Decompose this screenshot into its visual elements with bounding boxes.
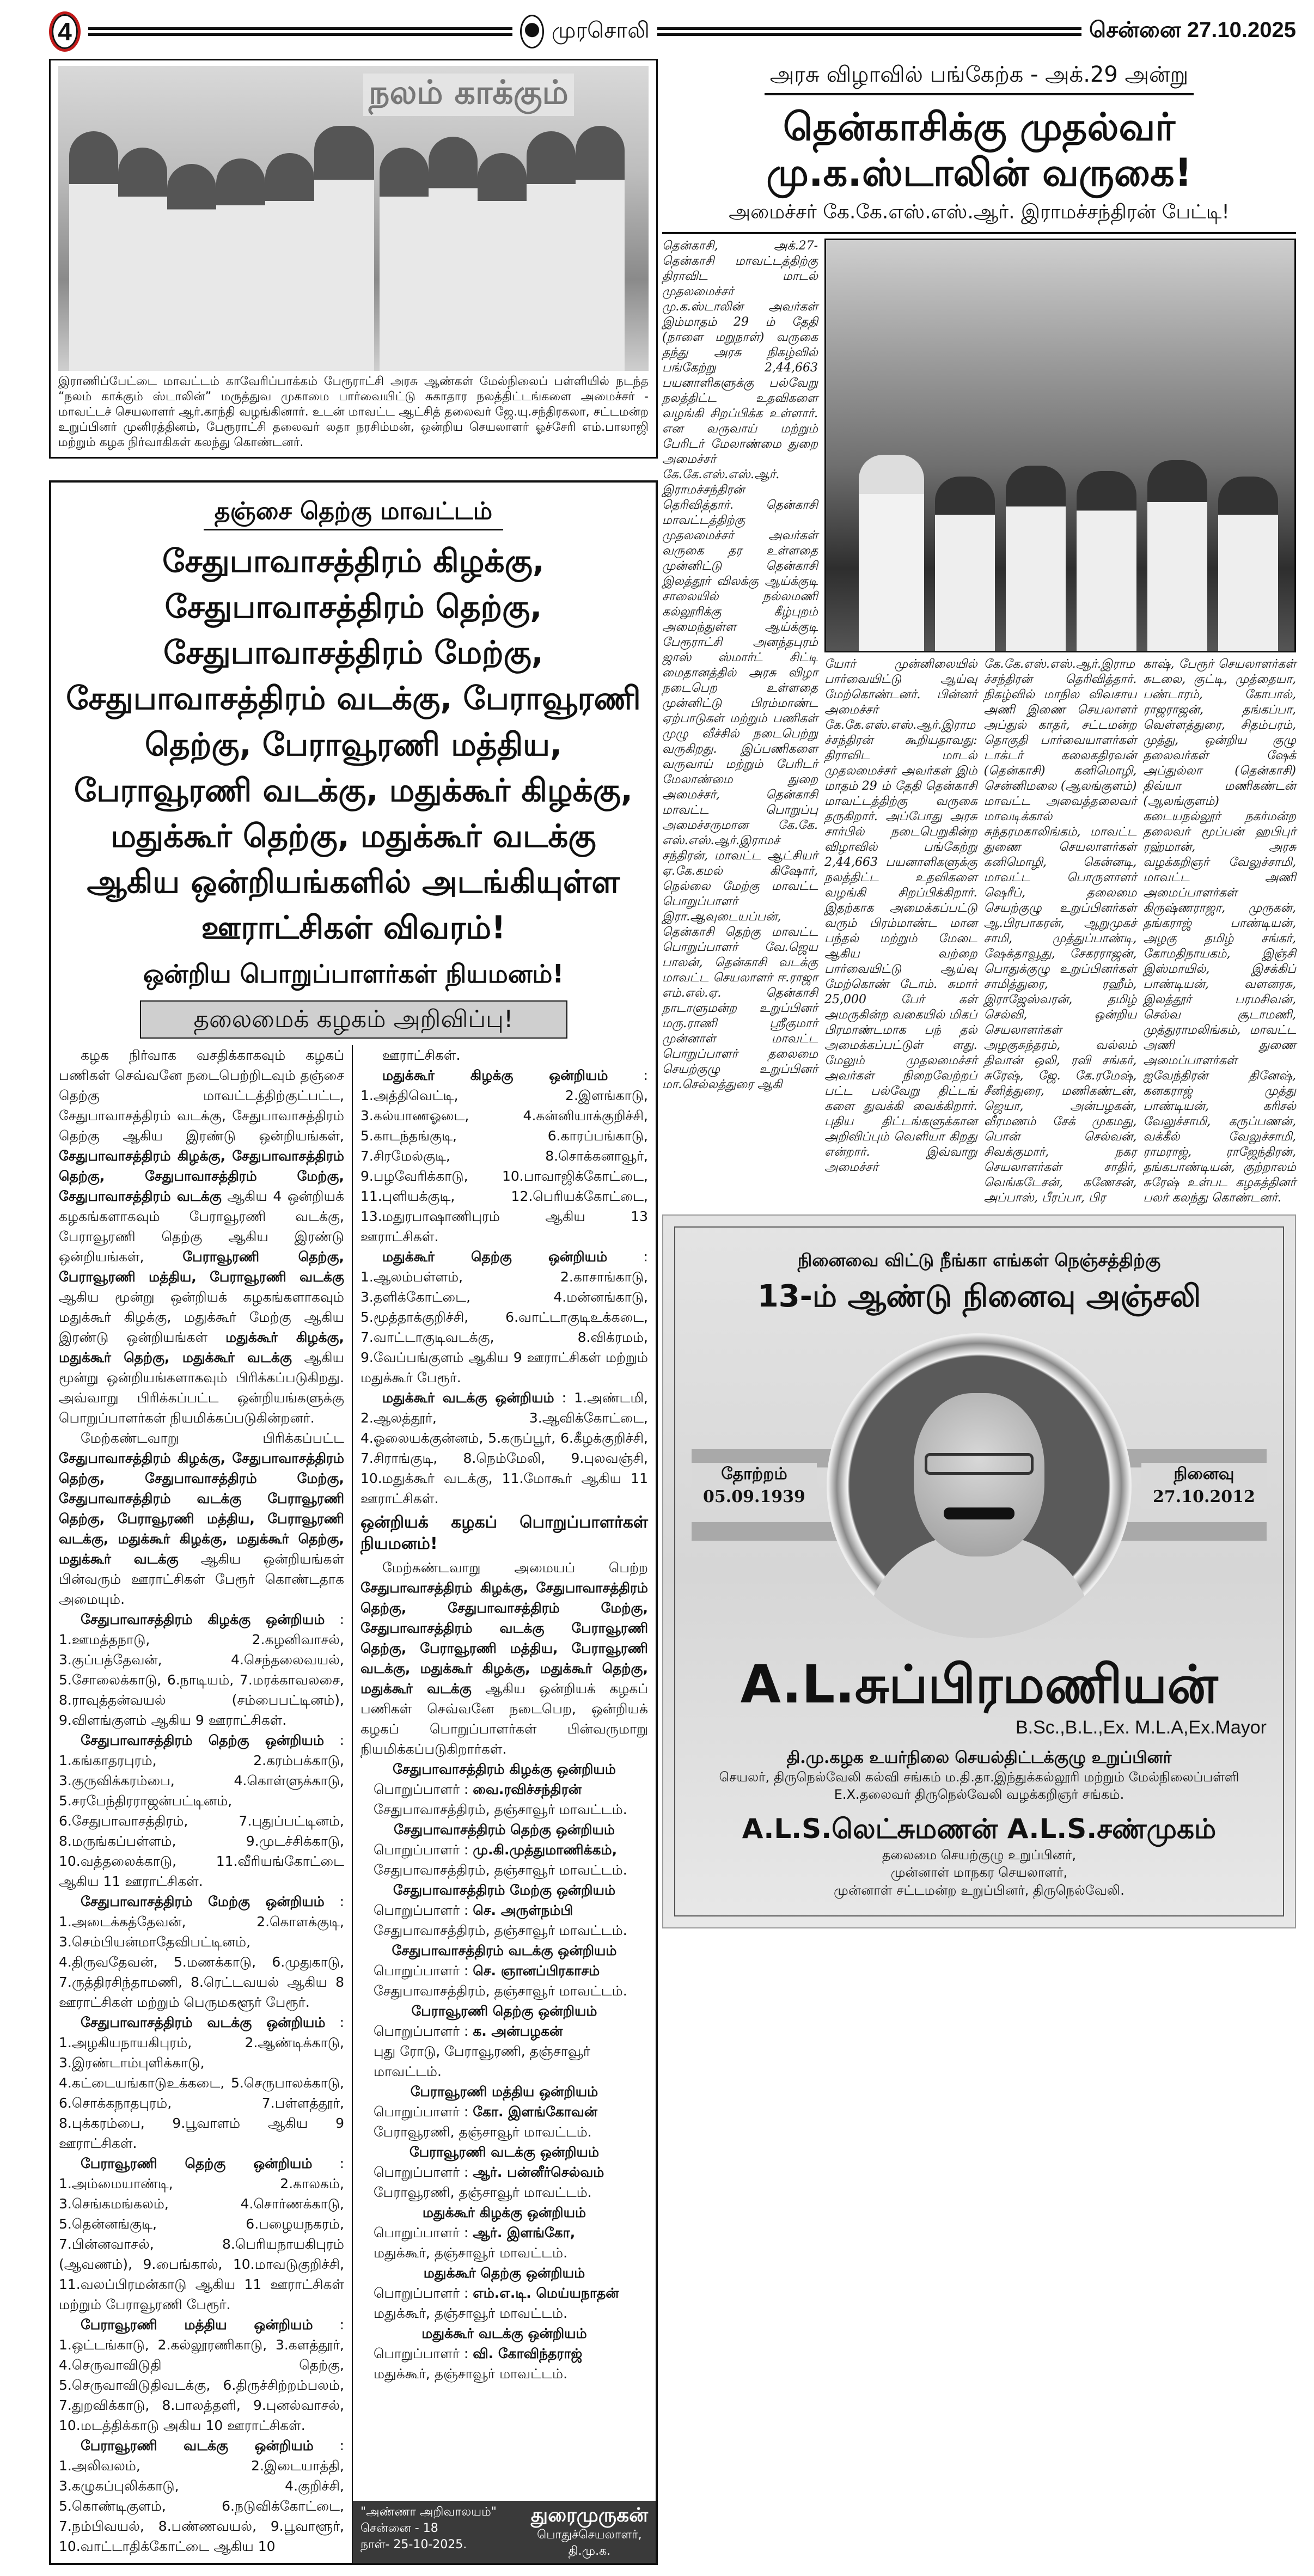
section-heading: ஒன்றியக் கழகப் பொறுப்பாளர்கள் நியமனம்!: [360, 1512, 648, 1553]
appointee-name: வி. கோவிந்தராஜ்: [473, 2345, 583, 2361]
paragraph-text: : 1.ஆலம்பள்ளம், 2.காசாங்காடு, 3.தளிக்கோட்டை, 4.மன்னங்காடு, 5.மூத்தாக்குறிச்சி, 6.வாட்டாகுடிஉக்கடை, 7.வாட்டாகுடிவடக்கு, 8.விக்ரமம், 9.வேப்பங்குளம் ஆகிய 9 ஊராட்சிகள் மற்றும் மதுக்கூர் பேரூர்.: [360, 1248, 648, 1385]
paragraph-text: : 1.அலிவலம், 2.இடையாத்தி, 3.கழுகப்புலிக்காடு, 4.குறிச்சி, 5.கொண்டிகுளம், 6.நடுவிக்கோட்டை, 7.நம்பிவயல், 8.பண்ணவயல், 9.பூவாளூர், 10.வாட்டாதிக்கோட்டை ஆகிய 10: [59, 2437, 344, 2554]
death-date: 27.10.2012: [1153, 1487, 1255, 1507]
union-name: மதுக்கூர் கிழக்கு, மதுக்கூர் தெற்கு, மதுக்கூர் வடக்கு: [59, 1329, 344, 1365]
paragraph: [59, 1891, 344, 2012]
article-column: காஷ், பேரூர் செயலாளர்கள் சுடலை, குட்டி, முத்தையா, பண்டாரம், கோபால், ராஜராஜன், தங்கப்பா, வெள்ளத்துரை, சிதம்பரம், முத்து, ஒன்றிய குழு தலைவர்கள் ஷேக் அப்துல்லா (தென்காசி) திவ்யா மணிகண்டன் (ஆலங்குளம்) கடையநல்லூர் நகர்மன்ற தலைவர் மூப்பன் ஹபிபுர் ரஹ்மான், அரசு வழக்கறிஞர் வேலுச்சாமி, மாவட்ட அணி அமைப்பாளர்கள் கிருஷ்ணராஜா, முருகன், தங்கராஜ் பாண்டியன், அழகு தமிழ் சங்கர், கோமதிநாயகம், இஞ்சி இஸ்மாயில், இசக்கிப் பாண்டியன், வளனரசு, இலத்தூர் பரமசிவன், செல்வ சூடாமணி, முத்துராமலிங்கம், மாவட்ட அணி துணை அமைப்பாளர்கள் ஐவேந்திரன் தினேஷ், கனகராஜ் முத்து பாண்டியன், கரிசல் வேலுச்சாமி, கருப்பணன், வக்கீல் வேலுச்சாமி, ராமராஜ், ராஜேந்திரன், தங்கபாண்டியன், குற்றாலம் சுரேஷ் உள்பட கழகத்தினர் பலர் கலந்து கொண்டனர்.: [1143, 657, 1297, 1205]
office-city: சென்னை - 18: [360, 2521, 438, 2535]
appointment-union: மதுக்கூர் வடக்கு ஒன்றியம்: [421, 2325, 587, 2341]
union-name: சேதுபாவாசத்திரம் கிழக்கு ஒன்றியம்: [81, 1611, 325, 1627]
paragraph-text: : 1.அத்திவெட்டி, 2.இளங்காடு, 3.கல்யாணஓடை, 4.கன்னியாக்குறிச்சி, 5.காடந்தங்குடி, 6.காரப்பங்காடு, 7.சிரமேல்குடி, 8.சொக்கனாவூர், 9.பழவேரிக்காடு, 10.பாவாஜிக்கோட்டை, 11.புளியக்குடி, 12.பெரியக்கோட்டை, 13.மதுரபாஷாணிபுரம் ஆகிய 13 ஊராட்சிகள்.: [360, 1067, 648, 1244]
signatory-title: பொதுச்செயலாளர்,: [537, 2528, 642, 2542]
paragraph: [59, 2435, 344, 2556]
appointee-name: வை.ரவிச்சந்திரன்: [473, 1781, 582, 1797]
appointee-label: பொறுப்பாளர் :: [374, 2164, 473, 2180]
portrait-row: [692, 1333, 1267, 1638]
paragraph: [59, 1730, 344, 1891]
appointee-name: க. அன்பழகன்: [473, 2023, 563, 2039]
page-number: 4: [49, 11, 81, 52]
appointee: [360, 1779, 648, 1799]
memorial-advertisement: [662, 1214, 1296, 1928]
union-name: சேதுபாவாசத்திரம் தெற்கு ஒன்றியம்: [81, 1732, 325, 1748]
article-column: கே.கே.எஸ்.எஸ்.ஆர்.இராமச்சந்திரன் தெரிவித்தார். நிகழ்வில் மாநில விவசாய அணி இணை செயலாளர் அப்துல் காதர், சட்டமன்ற தொகுதி பார்வையாளர்கள் டாக்டர் கலைகதிரவன் (தென்காசி) கனிமொழி, சென்னிமலை (ஆலங்குளம்) மாவட்ட அவைத்தலைவர் மாவடிக்கால் சுந்தரமகாலிங்கம், மாவட்ட துணை செயலாளர்கள் கனிமொழி, கென்னடி, மாவட்ட பொருளாளர் ஷெரீப், தலைமை செயற்குழு உறுப்பினர்கள் ஆ.பிரபாகரன், ஆறுமுகச் சாமி, முத்துப்பாண்டி, ஷேக்தாவூது, சேகரராஜன், பொதுக்குழு உறுப்பினர்கள் சாமித்துரை, ரஹீம், இராஜேஸ்வரன், தமிழ் செல்வி, ஒன்றிய செயலாளர்கள் அழகுசுந்தரம், வல்லம் திவான் ஒலி, ரவி சங்கர், சுரேஷ், ஜே. கே.ரமேஷ், சீனித்துரை, மணிகண்டன், ஜெயா, அன்பழகன், வீரமணம் சேக் முகமது, பொன் செல்வன், சிவக்குமார், நகர செயலாளர்கள் சாதிர், வெங்கடேசன், கணேசன், அப்பாஸ், பீரப்பா, பிர: [983, 657, 1137, 1205]
appointee: [360, 2162, 648, 2182]
appointment-union: சேதுபாவாசத்திரம் மேற்கு ஒன்றியம்: [393, 1882, 616, 1898]
paragraph: [59, 1045, 344, 1428]
appointee-place: சேதுபாவாசத்திரம், தஞ்சாவூர் மாவட்டம்.: [374, 1861, 627, 1878]
notice-subtitle: ஒன்றிய பொறுப்பாளர்கள் நியமனம்!: [143, 959, 564, 989]
appointment-union: பேராவூரணி மத்திய ஒன்றியம்: [410, 2083, 598, 2099]
appointment-union: பேராவூரணி வடக்கு ஒன்றியம்: [409, 2144, 600, 2160]
paragraph: [360, 1045, 648, 1065]
union-name: சேதுபாவாசத்திரம் கிழக்கு, சேதுபாவாசத்திரம் தெற்கு, சேதுபாவாசத்திரம் மேற்கு, சேதுபாவாசத்திரம் வடக்கு: [59, 1147, 344, 1204]
union-name: மதுக்கூர் வடக்கு ஒன்றியம்: [382, 1389, 554, 1406]
paragraph-text: : 1.அடைக்கத்தேவன், 2.கொளக்குடி, 3.செம்பியன்மாதேவிபட்டினம், 4.திருவதேவன், 5.மணக்காடு, 6.முதுகாடு, 7.ருத்திரசிந்தாமணி, 8.ரெட்டவயல் ஆகிய 8 ஊராட்சிகள் மற்றும் பெருமகளூர் பேரூர்.: [59, 1893, 344, 2010]
appointee-label: பொறுப்பாளர் :: [374, 1962, 473, 1979]
appointee-place: சேதுபாவாசத்திரம், தஞ்சாவூர் மாவட்டம்.: [374, 1982, 627, 1999]
appointee-place: மதுக்கூர், தஞ்சாவூர் மாவட்டம்.: [374, 2305, 568, 2321]
union-name: பேராவூரணி மத்திய ஒன்றியம்: [81, 2316, 313, 2333]
paragraph-text: : 1.அழகியநாயகிபுரம், 2.ஆண்டிக்காடு, 3.இரண்டாம்புளிக்காடு, 4.கட்டையங்காடுஉக்கடை, 5.செருபாலக்காடு, 6.சொக்கநாதபுரம், 7.பள்ளத்தூர், 8.புக்கரம்பை, 9.பூவாளம் ஆகிய 9 ஊராட்சிகள்.: [59, 2014, 344, 2151]
appointee-place: சேதுபாவாசத்திரம், தஞ்சாவூர் மாவட்டம்.: [374, 1801, 627, 1817]
article-subhead: அமைச்சர் கே.கே.எஸ்.எஸ்.ஆர். இராமச்சந்திரன் பேட்டி!: [729, 201, 1230, 223]
union-name: சேதுபாவாசத்திரம் வடக்கு ஒன்றியம்: [81, 2014, 326, 2030]
birth-block: [692, 1463, 817, 1509]
paragraph-text: : 1.கங்காதரபுரம், 2.கரம்பக்காடு, 3.குருவிக்கரம்பை, 4.கொள்ளுக்காடு, 5.சரபேந்திரராஜன்பட்டினம், 6.சேதுபாவாசத்திரம், 7.புதுப்பட்டினம், 8.மருங்கப்பள்ளம், 9.முடச்சிக்காடு, 10.வத்தலைக்காடு, 11.வீரியங்கோட்டை ஆகிய 11 ஊராட்சிகள்.: [59, 1732, 344, 1889]
signatory-name: துரைமுருகன்: [530, 2504, 648, 2526]
appointee-name: எம்.எ.டி. மெய்யநாதன்: [473, 2285, 619, 2301]
appointee: [360, 1840, 648, 1860]
birth-date: 05.09.1939: [703, 1487, 805, 1507]
appointee: [360, 1900, 648, 1920]
newspaper-logo-icon: [520, 15, 544, 48]
appointee: [360, 2283, 648, 2303]
paragraph: [59, 2153, 344, 2315]
paragraph-text: : 1.ஊமத்தநாடு, 2.கழனிவாசல், 3.குப்பத்தேவன், 4.செந்தலைவயல், 5.சோலைக்காடு, 6.நாடியம், 7.மரக்காவலசை, 8.ராவுத்தன்வயல் (சம்பைபட்டினம்), 9.விளங்குளம் ஆகிய 9 ஊராட்சிகள்.: [59, 1611, 345, 1728]
union-name: பேராவூரணி தெற்கு ஒன்றியம்: [81, 2155, 313, 2171]
appointee: [360, 2021, 648, 2041]
kicker-text: அரசு விழாவில் பங்கேற்க - அக்.29 அன்று: [765, 62, 1194, 95]
appointee-place: பேராவூரணி, தஞ்சாவூர் மாவட்டம்.: [374, 2123, 592, 2140]
union-name: பேராவூரணி வடக்கு ஒன்றியம்: [81, 2437, 314, 2453]
notice-district: [59, 496, 648, 530]
deceased-post: தி.மு.கழக உயர்நிலை செயல்திட்டக்குழு உறுப்பினர்: [786, 1748, 1172, 1767]
lead-article: [662, 232, 1296, 1206]
appointment-union: சேதுபாவாசத்திரம் கிழக்கு ஒன்றியம்: [393, 1761, 616, 1777]
appointee-label: பொறுப்பாளர் :: [374, 2023, 473, 2039]
paragraph-text: ஆகிய ஒன்றியங்கள் பின்வரும் ஊராட்சிகள் பேரூர் கொண்டதாக அமையும்.: [59, 1551, 344, 1607]
article-kicker: [662, 62, 1296, 95]
union-name: சேதுபாவாசத்திரம் கிழக்கு, சேதுபாவாசத்திரம் தெற்கு, சேதுபாவாசத்திரம் மேற்கு, சேதுபாவாசத்திரம் வடக்கு பேராவூரணி தெற்கு, பேராவூரணி மத்திய, பேராவூரணி வடக்கு, மதுக்கூர் கிழக்கு, மதுக்கூர் தெற்கு, மதுக்கூர் வடக்கு: [360, 1579, 648, 1696]
appointee-name: செ. அருள்நம்பி: [473, 1902, 573, 1918]
photo-caption: இராணிப்பேட்டை மாவட்டம் காவேரிப்பாக்கம் பேரூராட்சி அரசு ஆண்கள் மேல்நிலைப் பள்ளியில் நடந்த “நலம் காக்கும் ஸ்டாலின்” மருத்துவ முகாமை பார்வையிட்டு சுகாதார நலத்திட்டங்களை அமைச்சர் - மாவட்டச் செயலாளர் ஆர்.காந்தி வழங்கினார். உடன் மாவட்ட ஆட்சித் தலைவர் ஜே.யு.சந்திரகலா, சட்டமன்ற உறுப்பினர் முனிரத்தினம், பேரூராட்சி தலைவர் லதா நரசிம்மன், ஒன்றிய செயலாளர் ஓச்சேரி எம்.பாலாஜி மற்றும் கழக நிர்வாகிகள் கலந்து கொண்டனர்.: [58, 375, 649, 449]
appointee-name: ஆர். பன்னீர்செல்வம்: [473, 2164, 604, 2180]
paragraph: [360, 1558, 648, 1759]
death-label: நினைவு: [1174, 1464, 1234, 1484]
notice-column-2: [353, 1045, 648, 2563]
memorial-tagline: நினைவை விட்டு நீங்கா எங்கள் நெஞ்சத்திற்கு: [797, 1249, 1161, 1271]
appointment-union: பேராவூரணி தெற்கு ஒன்றியம்: [411, 2003, 597, 2019]
memorial-title: 13-ம் ஆண்டு நினைவு அஞ்சலி: [757, 1279, 1201, 1315]
appointee-name: செ. ஞானப்பிரகாசம்: [473, 1962, 600, 1979]
family-names: A.L.S.லெட்சுமணன் A.L.S.சண்முகம்: [742, 1813, 1217, 1845]
appointee-place: மதுக்கூர், தஞ்சாவூர் மாவட்டம்.: [374, 2365, 568, 2382]
photo-story: [49, 59, 658, 459]
appointee-label: பொறுப்பாளர் :: [374, 2103, 473, 2120]
notice-label: தலைமைக் கழகம் அறிவிப்பு!: [140, 1000, 567, 1039]
article-headline: தென்காசிக்கு முதல்வர் மு.க.ஸ்டாலின் வருகை!: [766, 105, 1192, 195]
deceased-role: E.X.தலைவர் திருநெல்வேலி வழக்கறிஞர் சங்கம்.: [834, 1786, 1124, 1802]
party-notice: [49, 480, 658, 2565]
appointee: [360, 2223, 648, 2243]
paragraph-text: : 1.அம்மையாண்டி, 2.காலகம், 3.செங்கமங்கலம், 4.சொர்ணக்காடு, 5.தென்னங்குடி, 6.பழையநகரம், 7.பின்னவாசல், 8.பெரியநாயகிபுரம் (ஆவணம்), 9.பைங்கால், 10.மாவடுகுறிச்சி, 11.வலப்பிரமன்காடு ஆகிய 11 ஊராட்சிகள் மற்றும் பேராவூரணி பேரூர்.: [59, 2155, 344, 2312]
appointment-union: மதுக்கூர் தெற்கு ஒன்றியம்: [423, 2264, 585, 2281]
paragraph-text: : 1.ஒட்டங்காடு, 2.கல்லூரணிகாடு, 3.களத்தூர், 4.செருவாவிடுதி தெற்கு, 5.செருவாவிடுதிவடக்கு, 6.திருச்சிற்றம்பலம், 7.துறவிக்காடு, 8.பாலத்தளி, 9.புனல்வாசல், 10.மடத்திக்காடு அகிய 10 ஊராட்சிகள்.: [59, 2316, 344, 2433]
appointee: [360, 2102, 648, 2122]
appointee-label: பொறுப்பாளர் :: [374, 2285, 473, 2301]
photo-banner-text: நலம் காக்கும்: [363, 74, 574, 116]
event-photo: [58, 66, 649, 371]
paragraph-text: ஆகிய மூன்று ஒன்றியக் கழகங்களாகவும் மதுக்கூர் கிழக்கு, மதுக்கூர் மேற்கு ஆகிய இரண்டு ஒன்றியங்கள்: [59, 1289, 344, 1345]
paragraph-text: கழக நிர்வாக வசதிக்காகவும் கழகப் பணிகள் செவ்வனே நடைபெற்றிடவும் தஞ்சை தெற்கு மாவட்டத்திற்குட்பட்ட, சேதுபாவாசத்திரம் வடக்கு, சேதுபாவாசத்திரம் தெற்கு ஆகிய இரண்டு ஒன்றியங்கள்,: [59, 1047, 344, 1144]
appointee-place: பேராவூரணி, தஞ்சாவூர் மாவட்டம்.: [374, 2184, 592, 2200]
union-name: பேராவூரணி தெற்கு, பேராவூரணி மத்திய, பேராவூரணி வடக்கு: [59, 1248, 345, 1285]
appointee-label: பொறுப்பாளர் :: [374, 2224, 473, 2241]
appointee-label: பொறுப்பாளர் :: [374, 2345, 473, 2361]
family-role: தலைமை செயற்குழு உறுப்பினர்,: [882, 1847, 1077, 1863]
paragraph-text: மேற்கண்டவாறு அமையப் பெற்ற: [382, 1559, 648, 1576]
ornamental-frame: [674, 1226, 1284, 1916]
notice-column-1: [59, 1045, 353, 2563]
appointee-place: புது ரோடு, பேராவூரணி, தஞ்சாவூர் மாவட்டம்.: [374, 2043, 590, 2079]
appointee-name: கோ. இளங்கோவன்: [473, 2103, 597, 2120]
union-name: சேதுபாவாசத்திரம் கிழக்கு, சேதுபாவாசத்திரம் தெற்கு, சேதுபாவாசத்திரம் மேற்கு, சேதுபாவாசத்திரம் வடக்கு பேராவூரணி தெற்கு, பேராவூரணி மத்திய, பேராவூரணி வடக்கு, மதுக்கூர் கிழக்கு, மதுக்கூர் தெற்கு, மதுக்கூர் வடக்கு: [59, 1450, 344, 1567]
union-name: மதுக்கூர் கிழக்கு ஒன்றியம்: [382, 1067, 608, 1083]
appointee-place: சேதுபாவாசத்திரம், தஞ்சாவூர் மாவட்டம்.: [374, 1922, 627, 1938]
union-name: சேதுபாவாசத்திரம் மேற்கு ஒன்றியம்: [81, 1893, 325, 1909]
deceased-degrees: B.Sc.,B.L.,Ex. M.L.A,Ex.Mayor: [1015, 1717, 1267, 1738]
notice-title: சேதுபாவாசத்திரம் கிழக்கு, சேதுபாவாசத்திரம் தெற்கு, சேதுபாவாசத்திரம் மேற்கு, சேதுபாவாசத்திரம் வடக்கு, பேராவூரணி தெற்கு, பேராவூரணி மத்திய, பேராவூரணி வடக்கு, மதுக்கூர் கிழக்கு, மதுக்கூர் தெற்கு, மதுக்கூர் வடக்கு ஆகிய ஒன்றியங்களில் அடங்கியுள்ள ஊராட்சிகள் விவரம்!: [66, 542, 641, 946]
header-rule: [88, 27, 512, 36]
office-name: "அண்ணா அறிவாலயம்": [360, 2505, 497, 2519]
death-block: [1141, 1463, 1267, 1509]
appointee-label: பொறுப்பாளர் :: [374, 1902, 473, 1918]
paragraph: [59, 1428, 344, 1609]
district-text: தஞ்சை தெற்கு மாவட்டம்: [204, 496, 503, 530]
paragraph-text: மேற்கண்டவாறு பிரிக்கப்பட்ட: [81, 1430, 344, 1446]
paragraph-text: : 1.அண்டமி, 2.ஆலத்தூர், 3.ஆவிக்கோட்டை, 4.ஓலையக்குன்னம், 5.கருப்பூர், 6.கீழக்குறிச்சி, 7.சிராங்குடி, 8.நெம்மேலி, 9.புலவஞ்சி, 10.மதுக்கூர் வடக்கு, 11.மோகூர் ஆகிய 11 ஊராட்சிகள்.: [360, 1389, 648, 1506]
newspaper-name: முரசொலி: [551, 17, 650, 43]
birth-label: தோற்றம்: [721, 1464, 787, 1484]
appointment-union: சேதுபாவாசத்திரம் தெற்கு ஒன்றியம்: [393, 1821, 615, 1838]
appointee-label: பொறுப்பாளர் :: [374, 1781, 473, 1797]
appointee: [360, 2343, 648, 2364]
signatory-party: தி.மு.க.: [568, 2544, 611, 2558]
paragraph: [360, 1065, 648, 1247]
deceased-name: A.L.சுப்பிரமணியன்: [740, 1654, 1218, 1716]
family-role: முன்னாள் மாநகர செயலாளர்,: [890, 1865, 1068, 1881]
page-header: [49, 9, 1296, 54]
appointee: [360, 1961, 648, 1981]
paragraph-text: ஆகிய 4 ஒன்றியக் கழகங்களாகவும் பேராவூரணி வடக்கு, பேராவூரணி தெற்கு ஆகிய இரண்டு ஒன்றியங்கள்,: [59, 1188, 344, 1265]
appointment-union: சேதுபாவாசத்திரம் வடக்கு ஒன்றியம்: [392, 1942, 617, 1958]
notice-date: நாள்- 25-10-2025.: [360, 2537, 467, 2551]
edition-date: சென்னை 27.10.2025: [1089, 18, 1296, 42]
family-role: முன்னாள் சட்டமன்ற உறுப்பினர், திருநெல்வேலி.: [834, 1882, 1124, 1898]
paragraph: [59, 2315, 344, 2435]
portrait-photo: [827, 1333, 1132, 1638]
paragraph-text: ஆகிய மூன்று ஒன்றியங்களாகவும் பிரிக்கப்படுகிறது. அவ்வாறு பிரிக்கப்பட்ட ஒன்றியங்களுக்கு பொறுப்பாளர்கள் நியமிக்கப்படுகின்றனர்.: [59, 1349, 345, 1426]
appointee-name: ஆர். இளங்கோ,: [473, 2224, 576, 2241]
paragraph: [59, 2012, 344, 2153]
union-name: மதுக்கூர் தெற்கு ஒன்றியம்: [382, 1248, 608, 1265]
article-column: யோர் முன்னிலையில் பார்வையிட்டு ஆய்வு மேற்கொண்டனர். பின்னர் அமைச்சர் கே.கே.எஸ்.எஸ்.ஆர்.இராமச்சந்திரன் கூறியதாவது: திராவிட மாடல் முதலமைச்சர் அவர்கள் இம் மாதம் 29 ம் தேதி தென்காசி மாவட்டத்திற்கு வருகை தருகிறார். அப்போது அரசு சார்பில் நடைபெறுகின்ற விழாவில் பங்கேற்று 2,44,663 பயனாளிகளுக்கு நலத்திட்ட உதவிகளை வழங்கி சிறப்பிக்கிறார். இதற்காக அமைக்கப்பட்டு வரும் பிரம்மாண்ட மான பந்தல் மற்றும் மேடை ஆகிய வற்றை பார்வையிட்டு ஆய்வு மேற்கொண் டோம். சுமார் 25,000 பேர் கள் அமருகின்ற வகையில் மிகப் பிரமாண்டமாக பந் தல் அமைக்கப்பட்டுள் ளது. மேலும் முதலமைச்சர் அவர்கள் நிறைவேற்றப் பட்ட பல்வேறு திட்டங் களை துவக்கி வைக்கிறார். புதிய திட்டங்களுக்கான அறிவிப்பும் வெளியா கிறது என்றார். இவ்வாறு அமைச்சர்: [824, 657, 977, 1174]
appointee-place: மதுக்கூர், தஞ்சாவூர் மாவட்டம்.: [374, 2244, 568, 2261]
paragraph-text: ஊராட்சிகள்.: [382, 1047, 461, 1063]
paragraph-text: ஆகிய ஒன்றியக் கழகப் பணிகள் செவ்வனே நடைபெற, ஒன்றியக் கழகப் பொறுப்பாளர்கள் பின்வருமாறு நியமிக்கப்படுகிறார்கள்.: [360, 1680, 648, 1757]
article-column: தென்காசி, அக்.27- தென்காசி மாவட்டத்திற்கு திராவிட மாடல் முதலமைச்சர் மு.க.ஸ்டாலின் அவர்கள் இம்மாதம் 29 ம் தேதி (நாளை மறுநாள்) வருகை தந்து அரசு நிகழ்வில் பங்கேற்று 2,44,663 பயனாளிகளுக்கு பல்வேறு நலத்திட்ட உதவிகளை வழங்கி சிறப்பிக்க உள்ளார். என வருவாய் மற்றும் பேரிடர் மேலாண்மை துறை அமைச்சர் கே.கே.எஸ்.எஸ்.ஆர். இராமச்சந்திரன் தெரிவித்தார். தென்காசி மாவட்டத்திற்கு முதலமைச்சர் அவர்கள் வருகை தர உள்ளதை முன்னிட்டு தென்காசி இலத்தூர் விலக்கு ஆய்க்குடி சாலையில் நல்லமணி கல்லூரிக்கு கீழ்புறம் அமைந்துள்ள ஆய்க்குடி பேரூராட்சி அனந்தபுரம் ஜாஸ் ஸ்மார்ட் சிட்டி மைதானத்தில் அரசு விழா நடைபெற உள்ளதை முன்னிட்டு பிரம்மாண்ட ஏற்பாடுகள் மற்றும் பணிகள் முழு வீச்சில் நடைபெற்று வருகிறது. இப்பணிகளை வருவாய் மற்றும் பேரிடர் மேலாண்மை துறை அமைச்சர், தென்காசி மாவட்ட பொறுப்பு அமைச்சருமான கே.கே. எஸ்.எஸ்.ஆர்.இராமச் சந்திரன், மாவட்ட ஆட்சியர் ஏ.கே.கமல் கிஷோர், நெல்லை மேற்கு மாவட்ட பொறுப்பாளர் இரா.ஆவுடையப்பன், தென்காசி தெற்கு மாவட்ட பொறுப்பாளர் வே.ஜெய பாலன், தென்காசி வடக்கு மாவட்ட செயலாளர் ஈ.ராஜா எம்.எல்.ஏ. தென்காசி நாடாளுமன்ற உறுப்பினர் மரு.ராணி ஸ்ரீகுமார் முன்னாள் மாவட்ட பொறுப்பாளர் தலைமை செயற்குழு உறுப்பினர் மா.செல்லத்துரை ஆகி: [662, 239, 818, 1091]
paragraph: [360, 1388, 648, 1509]
signature-block: [353, 2501, 656, 2563]
article-photo: [824, 239, 1296, 652]
appointee-label: பொறுப்பாளர் :: [374, 1841, 473, 1858]
deceased-role: செயலர், திருநெல்வேலி கல்வி சங்கம் ம.தி.தா.இந்துக்கல்லூரி மற்றும் மேல்நிலைப்பள்ளி: [719, 1769, 1239, 1785]
paragraph: [360, 1247, 648, 1388]
appointee-name: மு.கி.முத்துமாணிக்கம்,: [473, 1841, 618, 1858]
header-rule: [657, 27, 1081, 36]
appointment-union: மதுக்கூர் கிழக்கு ஒன்றியம்: [422, 2204, 586, 2220]
paragraph: [59, 1609, 344, 1730]
